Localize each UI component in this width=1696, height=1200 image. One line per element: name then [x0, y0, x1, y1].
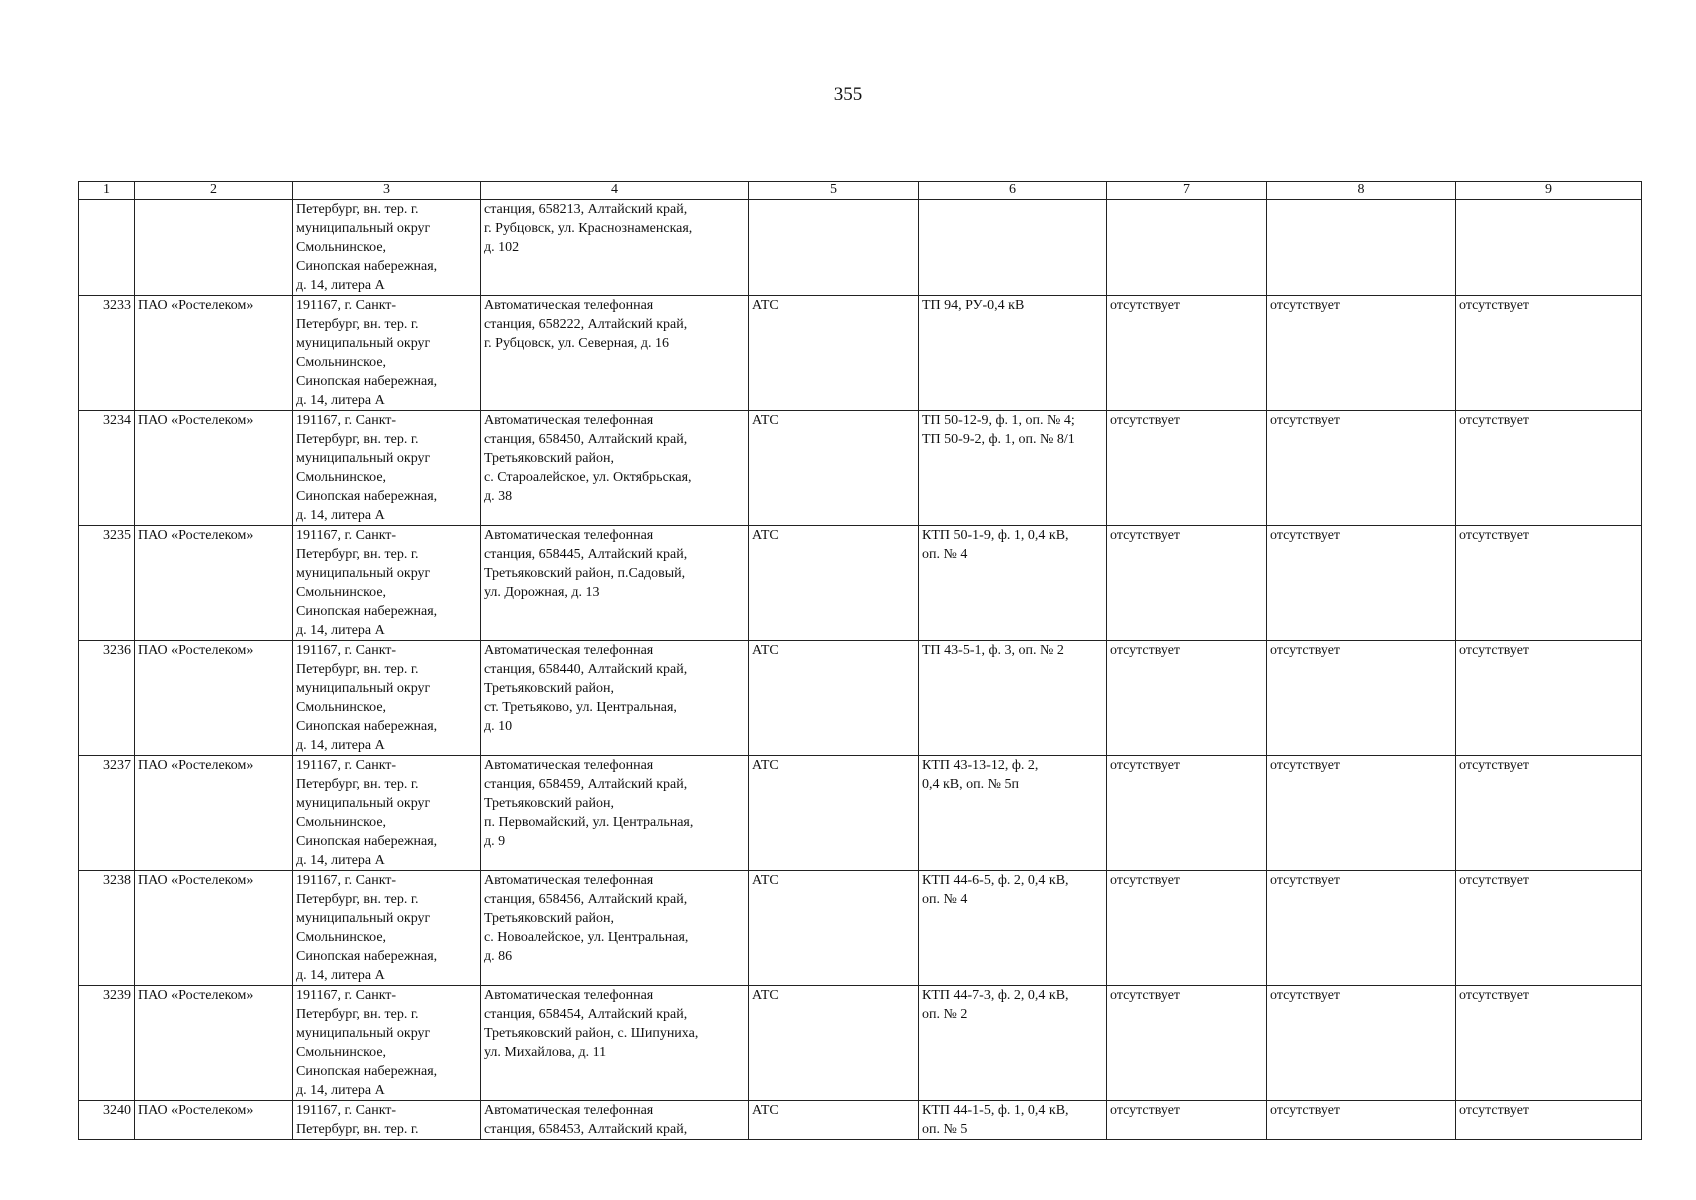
- object-line: с. Новоалейское, ул. Центральная,: [484, 930, 689, 945]
- address-line: Смольнинское,: [296, 815, 387, 830]
- address-line: д. 14, литера А: [296, 853, 385, 868]
- col8-cell: отсутствует: [1267, 1101, 1456, 1140]
- owner-cell: ПАО «Ростелеком»: [135, 641, 293, 756]
- col8-cell: отсутствует: [1267, 411, 1456, 526]
- col9-cell: отсутствует: [1456, 871, 1642, 986]
- address-line: д. 14, литера А: [296, 968, 385, 983]
- power-cell: [919, 296, 1107, 411]
- registry-table: [78, 181, 1642, 1140]
- object-line: Третьяковский район,: [484, 796, 614, 811]
- address-cell: [293, 756, 481, 871]
- type-cell: [749, 200, 919, 296]
- power-cell: [919, 641, 1107, 756]
- power-line: ТП 43-5-1, ф. 3, оп. № 2: [922, 643, 1064, 658]
- power-line: ТП 50-9-2, ф. 1, оп. № 8/1: [922, 432, 1075, 447]
- address-line: муниципальный округ: [296, 221, 431, 236]
- object-line: ул. Михайлова, д. 11: [484, 1045, 607, 1060]
- type-cell: АТС: [749, 871, 919, 986]
- object-line: д. 38: [484, 489, 513, 504]
- col8-cell: отсутствует: [1267, 871, 1456, 986]
- col8-cell: отсутствует: [1267, 526, 1456, 641]
- col7-cell: отсутствует: [1107, 871, 1267, 986]
- address-line: муниципальный округ: [296, 1026, 431, 1041]
- table-row: [79, 756, 1642, 871]
- object-line: с. Староалейское, ул. Октябрьская,: [484, 470, 692, 485]
- object-line: Автоматическая телефонная: [484, 413, 654, 428]
- address-line: Петербург, вн. тер. г.: [296, 202, 419, 217]
- address-cell: [293, 411, 481, 526]
- object-line: станция, 658454, Алтайский край,: [484, 1007, 688, 1022]
- table-row: [79, 641, 1642, 756]
- col7-cell: отсутствует: [1107, 1101, 1267, 1140]
- address-line: 191167, г. Санкт-: [296, 413, 397, 428]
- address-line: Петербург, вн. тер. г.: [296, 432, 419, 447]
- power-line: КТП 44-6-5, ф. 2, 0,4 кВ,: [922, 873, 1069, 888]
- object-line: Автоматическая телефонная: [484, 298, 654, 313]
- address-line: д. 14, литера А: [296, 738, 385, 753]
- address-line: Петербург, вн. тер. г.: [296, 777, 419, 792]
- column-header: 1: [79, 182, 135, 200]
- power-line: оп. № 5: [922, 1122, 968, 1137]
- col7-cell: отсутствует: [1107, 296, 1267, 411]
- col8-cell: отсутствует: [1267, 296, 1456, 411]
- continuation-row: [79, 200, 1642, 296]
- power-cell: [919, 871, 1107, 986]
- power-cell: [919, 1101, 1107, 1140]
- object-line: г. Рубцовск, ул. Краснознаменская,: [484, 221, 693, 236]
- row-number-cell: 3237: [79, 756, 135, 871]
- row-number-cell: 3239: [79, 986, 135, 1101]
- col7-cell: отсутствует: [1107, 986, 1267, 1101]
- table-row: [79, 986, 1642, 1101]
- col7-cell: отсутствует: [1107, 411, 1267, 526]
- col9-cell: отсутствует: [1456, 1101, 1642, 1140]
- address-line: Смольнинское,: [296, 930, 387, 945]
- address-line: 191167, г. Санкт-: [296, 643, 397, 658]
- object-line: станция, 658456, Алтайский край,: [484, 892, 688, 907]
- address-line: Петербург, вн. тер. г.: [296, 547, 419, 562]
- address-line: Смольнинское,: [296, 470, 387, 485]
- registry-rows: [79, 296, 1642, 1140]
- object-cell: [481, 1101, 749, 1140]
- row-number-cell: 3240: [79, 1101, 135, 1140]
- power-cell: [919, 756, 1107, 871]
- address-line: 191167, г. Санкт-: [296, 873, 397, 888]
- object-line: Третьяковский район,: [484, 451, 614, 466]
- object-line: д. 102: [484, 240, 520, 255]
- owner-cell: ПАО «Ростелеком»: [135, 986, 293, 1101]
- address-line: Смольнинское,: [296, 1045, 387, 1060]
- col9-cell: отсутствует: [1456, 756, 1642, 871]
- object-line: станция, 658459, Алтайский край,: [484, 777, 688, 792]
- address-line: 191167, г. Санкт-: [296, 298, 397, 313]
- address-line: Синопская набережная,: [296, 604, 438, 619]
- address-line: 191167, г. Санкт-: [296, 988, 397, 1003]
- object-line: Третьяковский район,: [484, 911, 614, 926]
- address-line: муниципальный округ: [296, 681, 431, 696]
- object-cell: [481, 641, 749, 756]
- object-line: д. 86: [484, 949, 513, 964]
- power-cell: [919, 986, 1107, 1101]
- power-line: оп. № 4: [922, 892, 968, 907]
- object-line: д. 9: [484, 834, 506, 849]
- col9-cell: отсутствует: [1456, 411, 1642, 526]
- column-header: 5: [749, 182, 919, 200]
- col7-cell: отсутствует: [1107, 641, 1267, 756]
- col8-cell: отсутствует: [1267, 756, 1456, 871]
- address-cell: [293, 641, 481, 756]
- object-line: станция, 658213, Алтайский край,: [484, 202, 688, 217]
- address-cell: [293, 296, 481, 411]
- power-cell: [919, 411, 1107, 526]
- address-line: д. 14, литера А: [296, 623, 385, 638]
- object-cell: [481, 756, 749, 871]
- col9-cell: отсутствует: [1456, 526, 1642, 641]
- object-line: станция, 658453, Алтайский край,: [484, 1122, 688, 1137]
- address-line: д. 14, литера А: [296, 1083, 385, 1098]
- address-line: д. 14, литера А: [296, 278, 385, 293]
- col7-cell: [1107, 200, 1267, 296]
- object-line: станция, 658445, Алтайский край,: [484, 547, 688, 562]
- column-header-row: [79, 182, 1642, 200]
- object-line: станция, 658222, Алтайский край,: [484, 317, 688, 332]
- address-line: муниципальный округ: [296, 336, 431, 351]
- col8-cell: отсутствует: [1267, 641, 1456, 756]
- object-line: Автоматическая телефонная: [484, 1103, 654, 1118]
- owner-cell: ПАО «Ростелеком»: [135, 526, 293, 641]
- address-line: муниципальный округ: [296, 796, 431, 811]
- address-line: муниципальный округ: [296, 451, 431, 466]
- address-cell: [293, 1101, 481, 1140]
- owner-cell: [135, 200, 293, 296]
- address-line: 191167, г. Санкт-: [296, 1103, 397, 1118]
- address-line: Синопская набережная,: [296, 1064, 438, 1079]
- owner-cell: ПАО «Ростелеком»: [135, 1101, 293, 1140]
- column-header: 3: [293, 182, 481, 200]
- power-line: ТП 50-12-9, ф. 1, оп. № 4;: [922, 413, 1075, 428]
- power-line: КТП 50-1-9, ф. 1, 0,4 кВ,: [922, 528, 1069, 543]
- address-line: Петербург, вн. тер. г.: [296, 892, 419, 907]
- column-header: 9: [1456, 182, 1642, 200]
- address-line: муниципальный округ: [296, 566, 431, 581]
- row-number-cell: 3238: [79, 871, 135, 986]
- address-line: Синопская набережная,: [296, 259, 438, 274]
- col9-cell: [1456, 200, 1642, 296]
- object-cell: [481, 986, 749, 1101]
- address-cell: [293, 200, 481, 296]
- address-line: Смольнинское,: [296, 355, 387, 370]
- address-line: Петербург, вн. тер. г.: [296, 662, 419, 677]
- col7-cell: отсутствует: [1107, 756, 1267, 871]
- owner-cell: ПАО «Ростелеком»: [135, 871, 293, 986]
- column-header: 2: [135, 182, 293, 200]
- object-line: п. Первомайский, ул. Центральная,: [484, 815, 694, 830]
- object-cell: [481, 296, 749, 411]
- address-line: Петербург, вн. тер. г.: [296, 317, 419, 332]
- address-line: 191167, г. Санкт-: [296, 528, 397, 543]
- object-line: Третьяковский район, с. Шипуниха,: [484, 1026, 699, 1041]
- col8-cell: [1267, 200, 1456, 296]
- object-cell: [481, 411, 749, 526]
- address-cell: [293, 986, 481, 1101]
- type-cell: АТС: [749, 526, 919, 641]
- type-cell: АТС: [749, 1101, 919, 1140]
- object-cell: [481, 200, 749, 296]
- address-line: д. 14, литера А: [296, 393, 385, 408]
- power-line: ТП 94, РУ-0,4 кВ: [922, 298, 1025, 313]
- address-line: Смольнинское,: [296, 240, 387, 255]
- address-line: муниципальный округ: [296, 911, 431, 926]
- table-row: [79, 296, 1642, 411]
- table-row: [79, 871, 1642, 986]
- object-line: Автоматическая телефонная: [484, 758, 654, 773]
- address-line: Синопская набережная,: [296, 719, 438, 734]
- power-cell: [919, 200, 1107, 296]
- row-number-cell: 3235: [79, 526, 135, 641]
- power-cell: [919, 526, 1107, 641]
- object-line: ул. Дорожная, д. 13: [484, 585, 600, 600]
- power-line: оп. № 2: [922, 1007, 968, 1022]
- row-number-cell: 3236: [79, 641, 135, 756]
- col7-cell: отсутствует: [1107, 526, 1267, 641]
- column-header: 7: [1107, 182, 1267, 200]
- col9-cell: отсутствует: [1456, 641, 1642, 756]
- power-line: КТП 44-7-3, ф. 2, 0,4 кВ,: [922, 988, 1069, 1003]
- address-line: 191167, г. Санкт-: [296, 758, 397, 773]
- object-line: Автоматическая телефонная: [484, 988, 654, 1003]
- col9-cell: отсутствует: [1456, 986, 1642, 1101]
- address-line: Смольнинское,: [296, 585, 387, 600]
- object-line: г. Рубцовск, ул. Северная, д. 16: [484, 336, 670, 351]
- table-row: [79, 411, 1642, 526]
- owner-cell: ПАО «Ростелеком»: [135, 296, 293, 411]
- power-line: КТП 44-1-5, ф. 1, 0,4 кВ,: [922, 1103, 1069, 1118]
- object-cell: [481, 871, 749, 986]
- owner-cell: ПАО «Ростелеком»: [135, 411, 293, 526]
- object-line: Третьяковский район,: [484, 681, 614, 696]
- table-row: [79, 1101, 1642, 1140]
- address-line: Смольнинское,: [296, 700, 387, 715]
- type-cell: АТС: [749, 641, 919, 756]
- object-line: Третьяковский район, п.Садовый,: [484, 566, 686, 581]
- address-line: Синопская набережная,: [296, 834, 438, 849]
- object-line: Автоматическая телефонная: [484, 643, 654, 658]
- address-line: Синопская набережная,: [296, 489, 438, 504]
- type-cell: АТС: [749, 986, 919, 1101]
- object-line: Автоматическая телефонная: [484, 528, 654, 543]
- type-cell: АТС: [749, 296, 919, 411]
- address-cell: [293, 526, 481, 641]
- object-line: д. 10: [484, 719, 513, 734]
- address-line: Синопская набережная,: [296, 949, 438, 964]
- column-header: 8: [1267, 182, 1456, 200]
- col8-cell: отсутствует: [1267, 986, 1456, 1101]
- owner-cell: ПАО «Ростелеком»: [135, 756, 293, 871]
- object-line: Автоматическая телефонная: [484, 873, 654, 888]
- row-number-cell: 3233: [79, 296, 135, 411]
- power-line: КТП 43-13-12, ф. 2,: [922, 758, 1039, 773]
- address-line: Петербург, вн. тер. г.: [296, 1007, 419, 1022]
- address-line: Синопская набережная,: [296, 374, 438, 389]
- table-row: [79, 526, 1642, 641]
- power-line: оп. № 4: [922, 547, 968, 562]
- col9-cell: отсутствует: [1456, 296, 1642, 411]
- address-cell: [293, 871, 481, 986]
- column-header: 6: [919, 182, 1107, 200]
- row-number-cell: [79, 200, 135, 296]
- object-line: станция, 658440, Алтайский край,: [484, 662, 688, 677]
- object-line: ст. Третьяково, ул. Центральная,: [484, 700, 677, 715]
- column-header: 4: [481, 182, 749, 200]
- row-number-cell: 3234: [79, 411, 135, 526]
- page-number: 355: [833, 84, 863, 105]
- type-cell: АТС: [749, 411, 919, 526]
- object-line: станция, 658450, Алтайский край,: [484, 432, 688, 447]
- type-cell: АТС: [749, 756, 919, 871]
- object-cell: [481, 526, 749, 641]
- power-line: 0,4 кВ, оп. № 5п: [922, 777, 1019, 792]
- address-line: Петербург, вн. тер. г.: [296, 1122, 419, 1137]
- address-line: д. 14, литера А: [296, 508, 385, 523]
